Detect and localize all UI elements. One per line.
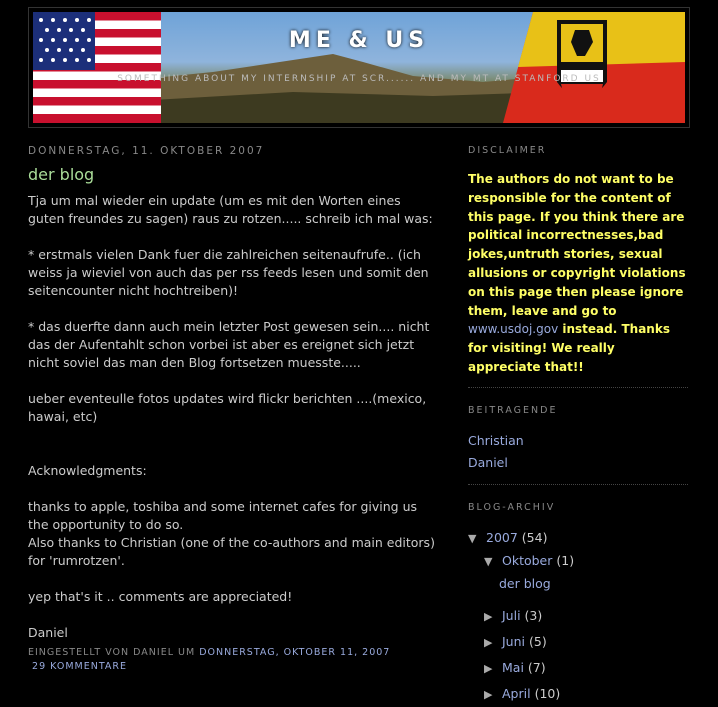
- archive-month-link[interactable]: Juni: [502, 633, 526, 649]
- collapsed-triangle-icon[interactable]: ▶: [484, 635, 493, 649]
- blog-header: [28, 7, 690, 128]
- contributors-list: [468, 430, 688, 474]
- collapsed-triangle-icon[interactable]: ▶: [484, 609, 493, 623]
- archive-year-count: (54): [521, 529, 548, 545]
- header-banner: [33, 12, 685, 123]
- collapsed-triangle-icon[interactable]: ▶: [484, 661, 493, 675]
- post-paragraph: Also thanks to Christian (one of the co-authors and main editors) for 'rumrotzen'.: [28, 535, 435, 568]
- archive-month-link[interactable]: Oktober: [502, 552, 553, 568]
- post-paragraph: yep that's it .. comments are appreciated!: [28, 589, 293, 604]
- archive-month-open: ▼ Oktober (1): [468, 550, 688, 573]
- archive-month-link[interactable]: Juli: [502, 607, 521, 623]
- blog-archive: [468, 527, 688, 707]
- disclaimer-text: The authors do not want to be responsible for the content of this page. If you think there are political incorrectnesses,bad jokes,untruth stories, sexual allusions or copyright violations on this page then please ignore them, leave and go to www.usdoj.gov instead. Thanks for visiting! We really appreciate that!!: [468, 172, 686, 374]
- contributors-heading: BEITRAGENDE: [468, 404, 558, 416]
- post-paragraph: ueber eventeulle fotos updates wird flickr berichten ....(mexico, hawai, etc): [28, 391, 427, 424]
- main-column: [28, 142, 440, 674]
- post-date-header: DONNERSTAG, 11. OKTOBER 2007: [28, 145, 265, 157]
- contributor-daniel[interactable]: Daniel: [468, 454, 508, 470]
- comments-link[interactable]: 29 KOMMENTARE: [32, 661, 127, 672]
- archive-month: ▶ Mai (7): [468, 655, 688, 681]
- expanded-triangle-icon[interactable]: ▼: [468, 531, 477, 545]
- expanded-triangle-icon[interactable]: ▼: [484, 554, 493, 568]
- divider: [468, 387, 688, 388]
- us-flag-image: [33, 12, 161, 123]
- archive-heading: BLOG-ARCHIV: [468, 501, 556, 513]
- archive-year: [468, 527, 688, 550]
- post-author-label: EINGESTELLT VON DANIEL UM: [28, 647, 196, 658]
- post-footer: [28, 646, 440, 674]
- sidebar: [468, 142, 688, 707]
- post-timestamp-link[interactable]: DONNERSTAG, OKTOBER 11, 2007: [199, 647, 391, 658]
- post-paragraph: Acknowledgments:: [28, 463, 147, 478]
- post-signature: Daniel: [28, 625, 68, 640]
- post-paragraph: Tja um mal wieder ein update (um es mit den Worten eines guten freundes zu sagen) raus zu rotzen..... schreib ich mal was:: [28, 193, 433, 226]
- divider: [468, 484, 688, 485]
- post-title[interactable]: der blog: [28, 165, 95, 184]
- post-paragraph: thanks to apple, toshiba and some internet cafes for giving us the opportunity to do so.: [28, 499, 418, 532]
- salzburg-flag-image: [493, 12, 685, 123]
- archive-post-link[interactable]: der blog: [499, 575, 551, 591]
- blog-description: SOMETHING ABOUT MY INTERNSHIP AT SCR...... AND MY MT AT STANFORD US: [117, 74, 601, 84]
- post-paragraph: * erstmals vielen Dank fuer die zahlreichen seitenaufrufe.. (ich weiss ja wieviel von auch das per rss feeds lesen und somit den seitencounter nicht hochtreiben)!: [28, 247, 429, 298]
- post-body: [28, 192, 440, 642]
- archive-month-link[interactable]: Mai: [502, 659, 524, 675]
- archive-post: [468, 573, 688, 595]
- archive-month: ▶ Juni (5): [468, 629, 688, 655]
- archive-year-link[interactable]: 2007: [486, 529, 518, 545]
- post-paragraph: * das duerfte dann auch mein letzter Post gewesen sein.... nicht das der Aufentahlt schon vorbei ist aber es ereignet sich jetzt nicht soviel das man den Blog fortsetzen muesste.....: [28, 319, 430, 370]
- contributor-christian[interactable]: Christian: [468, 432, 524, 448]
- archive-month: ▶ Juli (3): [468, 603, 688, 629]
- archive-month-link[interactable]: April: [502, 685, 531, 701]
- disclaimer-heading: DISCLAIMER: [468, 145, 547, 156]
- blog-title[interactable]: ME & US: [288, 28, 430, 53]
- archive-month: ▶ April (10): [468, 681, 688, 707]
- collapsed-triangle-icon[interactable]: ▶: [484, 687, 493, 701]
- usdoj-link[interactable]: www.usdoj.gov: [468, 322, 559, 337]
